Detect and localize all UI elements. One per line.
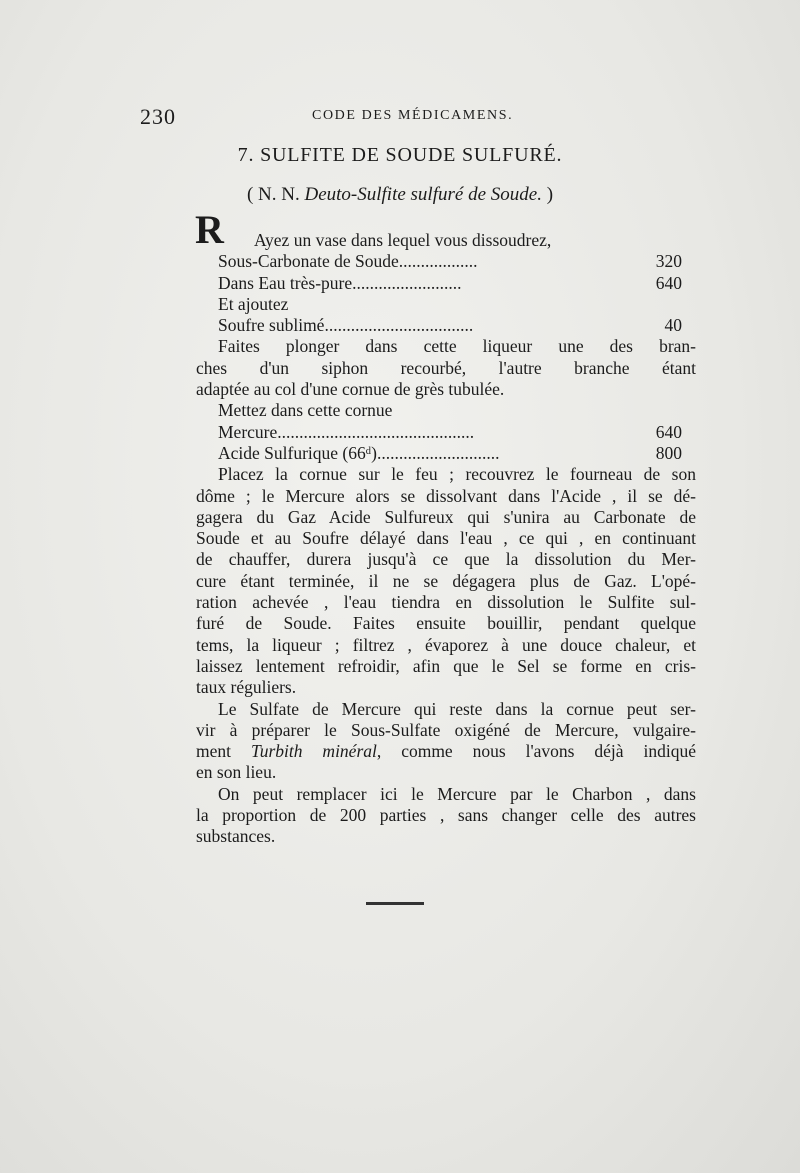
italic-term: Turbith minéral xyxy=(250,741,377,762)
paragraph-line xyxy=(196,741,696,762)
recipe-subtitle xyxy=(200,184,600,206)
ingredient-quantity: 40 xyxy=(664,315,682,336)
text-span: , comme nous l'avons déjà indiqué xyxy=(376,741,696,762)
recipe-body xyxy=(196,230,696,848)
ingredient-label: Dans Eau très-pure......................... xyxy=(218,272,462,293)
paragraph-line: vir à préparer le Sous-Sulfate oxigéné de Mercure, vulgaire- xyxy=(196,719,696,740)
paragraph-line: de chauffer, durera jusqu'à ce que la dissolution du Mer- xyxy=(196,549,696,570)
subtitle-close: ) xyxy=(541,184,554,205)
ingredient-quantity: 640 xyxy=(655,272,682,293)
recipe-symbol: R xyxy=(195,207,224,252)
paragraph-line: Soude et au Soufre délayé dans l'eau , ce qui , en continuant xyxy=(196,528,696,549)
ingredient-label: Soufre sublimé.................................. xyxy=(218,315,474,336)
paragraph-line: adaptée au col d'une cornue de grès tubulée. xyxy=(196,379,505,400)
page-number: 230 xyxy=(140,104,176,129)
paragraph-line: Placez la cornue sur le feu ; recouvrez le fourneau de son xyxy=(218,464,696,485)
ingredient-row xyxy=(196,422,696,443)
paragraph-line: Faites plonger dans cette liqueur une des bran- xyxy=(218,336,696,357)
paragraph-line: taux réguliers. xyxy=(196,677,297,698)
subtitle-open: ( N. N. xyxy=(246,184,305,205)
ingredient-row xyxy=(196,315,696,336)
subtitle-name: Deuto-Sulfite sulfuré de Soude. xyxy=(304,184,542,205)
text-span: ment xyxy=(196,741,251,762)
paragraph-line: Le Sulfate de Mercure qui reste dans la cornue peut ser- xyxy=(218,698,696,719)
instruction-line: Et ajoutez xyxy=(218,293,289,314)
paragraph-line: substances. xyxy=(196,826,276,847)
ingredient-quantity: 640 xyxy=(655,421,682,442)
paragraph-line: ches d'un siphon recourbé, l'autre branche étant xyxy=(196,357,696,378)
paragraph-line: furé de Soude. Faites ensuite bouillir, pendant quelque xyxy=(196,613,696,634)
paragraph-line: la proportion de 200 parties , sans changer celle des autres xyxy=(196,805,696,826)
ingredient-row xyxy=(196,443,696,464)
paragraph-line: On peut remplacer ici le Mercure par le Charbon , dans xyxy=(218,783,696,804)
ingredient-label: Sous-Carbonate de Soude.................. xyxy=(218,251,478,272)
ingredient-quantity: 320 xyxy=(655,251,682,272)
ingredient-quantity: 800 xyxy=(655,442,682,463)
paragraph-line: cure étant terminée, il ne se dégagera plus de Gaz. L'opé- xyxy=(196,570,696,591)
intro-line: Ayez un vase dans lequel vous dissoudrez, xyxy=(254,230,552,250)
paragraph-line: ration achevée , l'eau tiendra en dissolution le Sulfite sul- xyxy=(196,592,696,613)
paragraph-line: dôme ; le Mercure alors se dissolvant dans l'Acide , il se dé- xyxy=(196,485,696,506)
ingredient-row xyxy=(196,251,696,272)
running-head xyxy=(140,104,760,128)
ingredient-label: Mercure............................................. xyxy=(218,421,475,442)
paragraph-line: gagera du Gaz Acide Sulfureux qui s'unira au Carbonate de xyxy=(196,506,696,527)
section-divider xyxy=(366,902,424,905)
instruction-line: Mettez dans cette cornue xyxy=(218,400,393,421)
ingredient-row xyxy=(196,273,696,294)
paragraph-line: en son lieu. xyxy=(196,762,277,783)
ingredient-label: Acide Sulfurique (66ᵈ)............................ xyxy=(218,442,500,463)
paragraph-line: laissez lentement refroidir, afin que le Sel se forme en cris- xyxy=(196,655,696,676)
paragraph-line: tems, la liqueur ; filtrez , évaporez à une douce chaleur, et xyxy=(196,634,696,655)
recipe-title: 7. SULFITE DE SOUDE SULFURÉ. xyxy=(237,144,563,166)
running-title: CODE DES MÉDICAMENS. xyxy=(312,108,514,123)
